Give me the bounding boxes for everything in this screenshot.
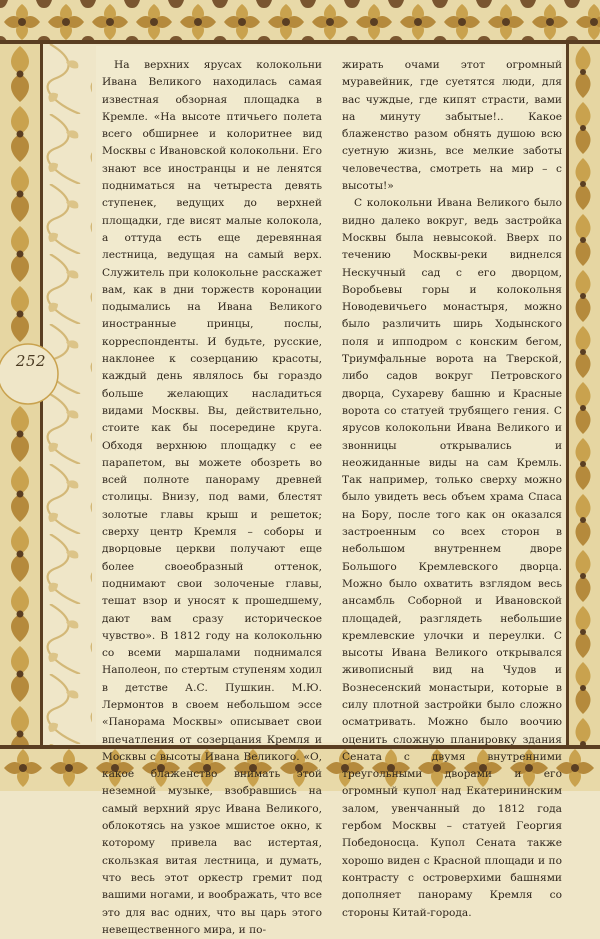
paragraph: С колокольни Ивана Великого было видно далеко вокруг, ведь застройка Москвы была невысокой. Вверх по течению Москвы-реки виднелся Нескучный сад с его дворцом, Воробьевы горы и колокольня Новодевичьего монастыря, можно было различить ширь Ходынского поля и ипподром с конским бегом, Триумфальные ворота на Тверской, либо садов вокруг Петровского дворца, Сухареву башню и Красные ворота со статуей трубящего гения. С ярусов колокольни Ивана Великого и звонницы открывались и неожиданные виды на сам Кремль. Так например, только сверху можно было увидеть весь объем храма Спаса на Бору, после того как он оказался застроенным со всех сторон в небольшом внутреннем дворе Большого Кремлевского дворца. Можно было охватить взглядом весь ансамбль Соборной и Ивановской площадей, разглядеть небольшие кремлевские улочки и переулки. С высоты Ивана Великого открывался живописный вид на Чудов и Вознесенский монастыри, которые в силу плотной застройки было сложно осматривать. Можно было воочию оценить сложную планировку здания Сената с двумя внутренними треугольными дворами и его огромный купол над Екатерининским залом, увенчанный до 1812 года гербом Москвы – статуей Георгия Победоносца. Купол Сената также хорошо виден с Красной площади и по контрасту с островерхими башнями дополняет панораму Кремля со стороны Китай-города. [342,197,562,919]
ornamental-border-left-icon [0,44,92,745]
ornamental-border-right-icon [566,44,600,745]
text-column-right [342,57,562,922]
paragraph: жирать очами этот огромный муравейник, где суетятся люди, для вас чуждые, где кипят страсти, вами на минуту забытые!.. Какое блаженство разом обнять душою всю суетную жизнь, все мелкие заботы человечества, смотреть на мир – с высоты!» [342,59,562,193]
ornamental-border-top-icon [0,0,600,44]
page-number: 252 [15,352,47,370]
paragraph: На верхних ярусах колокольни Ивана Великого находилась самая известная обзорная площадка в Кремле. «На высоте птичьего полета всего обширнее и колоритнее вид Москвы с Ивановской колокольни. Его знают все иностранцы и не ленятся подниматься на четыреста девять ступенек, ведущих до верхней площадки, где висят малые колокола, а оттуда есть еще деревянная лестница, ведущая на самый верх. Служитель при колокольне расскажет вам, как в дни торжеств коронации подымались на Ивана Великого иностранные принцы, послы, корреспонденты. И будьте, русские, наклонее к созерцанию красоты, каждый день являлось бы гораздо больше желающих насладиться видами Москвы. Вы, действительно, стоите как бы посередине круга. Обходя верхнюю площадку с ее парапетом, вы можете обозреть во всей полноте панораму древней столицы. Внизу, под вами, блестят золотые главы крыш и решеток; сверху центр Кремля – соборы и дворцовые церкви получают еще более своеобразный оттенок, поднимают свои золоченые главы, тешат взор и уносят к прошедшему, дают вам сразу историческое чувство». В 1812 году на колокольню со всеми маршалами поднимался Наполеон, по стертым ступеням ходил в детстве А.С. Пушкин. М.Ю. Лермонтов в своем небольшом эссе «Панорама Москвы» описывает свои впечатления от созерцания Кремля и Москвы с высоты Ивана Великого. «О, какое блаженство внимать этой неземной музыке, взобравшись на самый верхний ярус Ивана Великого, облокотясь на узкое мшистое окно, к которому привела вас истертая, скользкая витая лестница, и думать, что весь этот оркестр гремит под вашими ногами, и воображать, что все это для вас одних, что вы царь этого невещественного мира, и по- [102,59,322,936]
text-column-left [102,57,322,939]
